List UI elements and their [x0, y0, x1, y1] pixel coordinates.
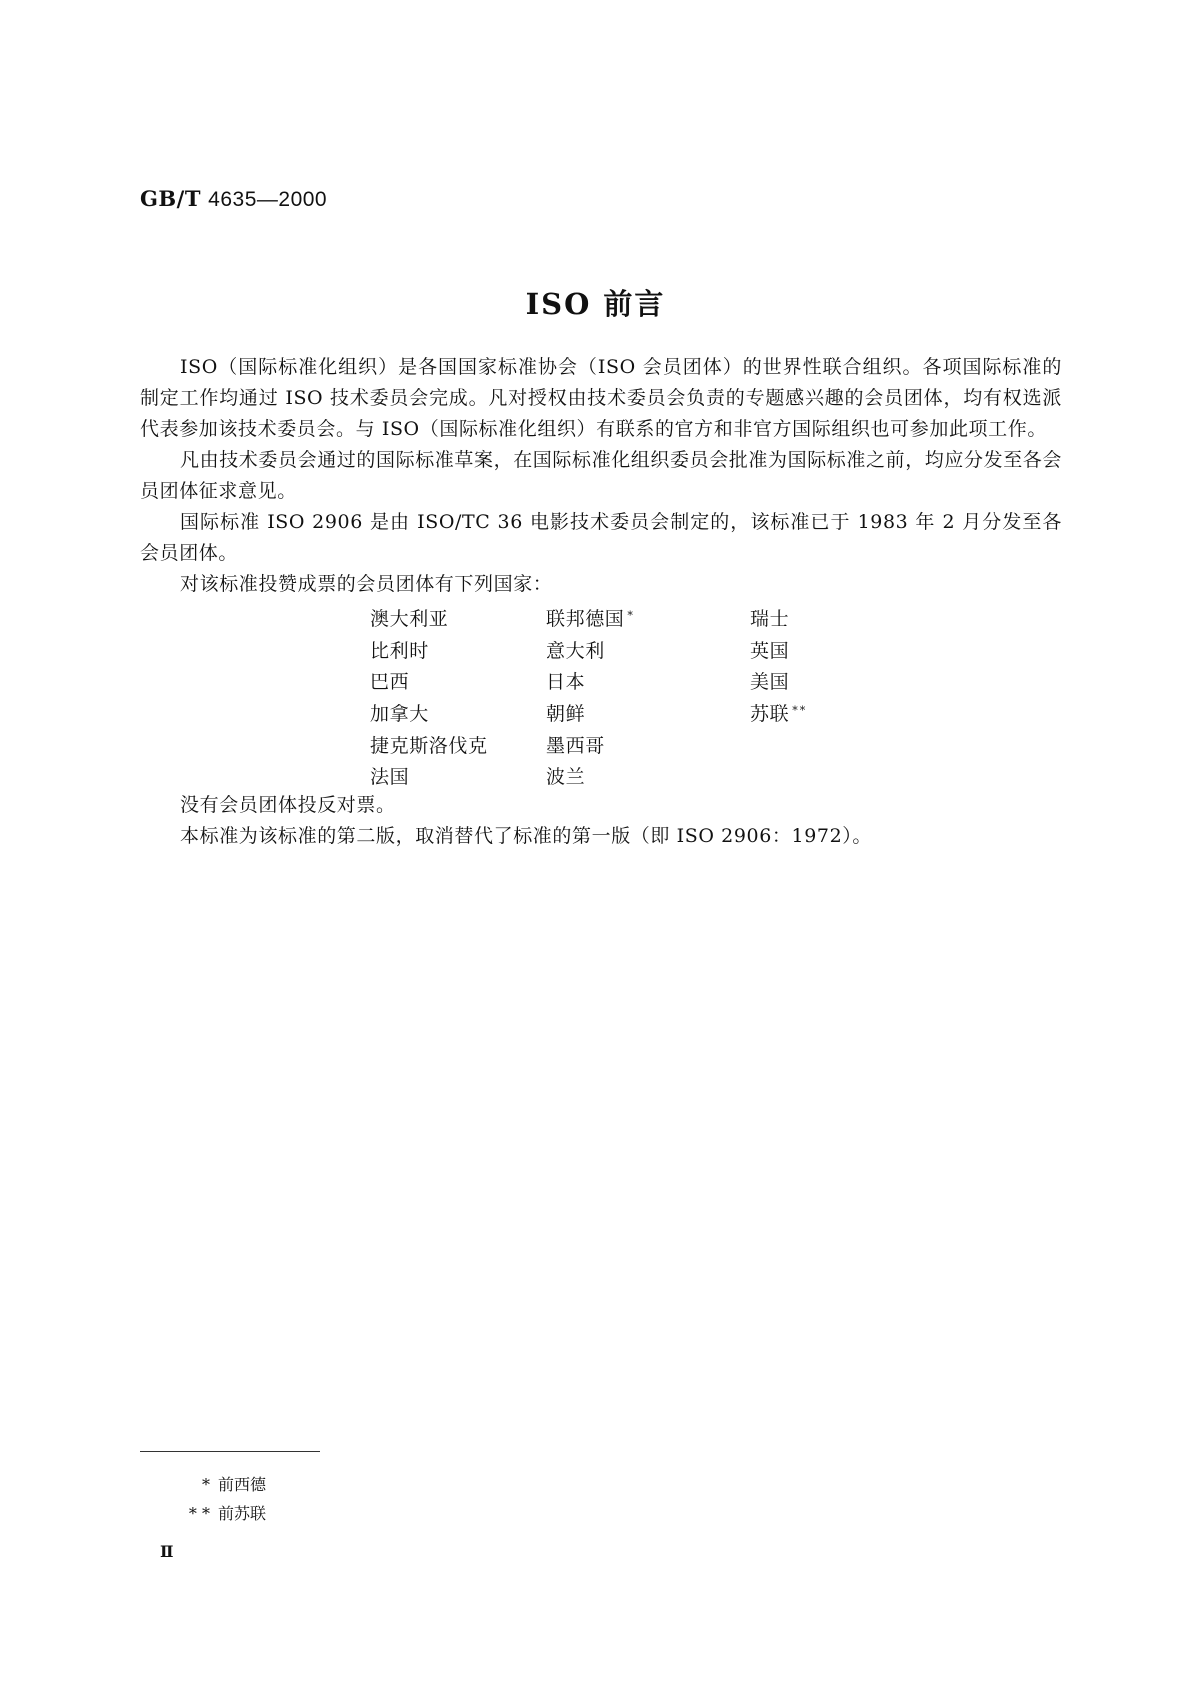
- country-name: 捷克斯洛伐克: [370, 734, 488, 757]
- country-item: [370, 632, 546, 664]
- country-name: 波兰: [546, 766, 586, 789]
- country-item: [546, 663, 750, 695]
- footnote-rule: [140, 1451, 320, 1452]
- footnote-text: 前西德: [218, 1475, 267, 1494]
- country-item: [370, 600, 546, 632]
- paragraph-edition-note: 本标准为该标准的第二版，取消替代了标准的第一版（即 ISO 2906：1972）。: [180, 825, 872, 848]
- country-item-empty: [750, 727, 900, 759]
- country-item-empty: [750, 758, 900, 790]
- paragraph-no-opposition: 没有会员团体投反对票。: [180, 794, 396, 817]
- footnote-soviet-union: [140, 1499, 267, 1528]
- paragraph-draft-circulation: 凡由技术委员会通过的国际标准草案，在国际标准化组织委员会批准为国际标准之前，均应分发至各会员团体征求意见。: [140, 449, 1063, 502]
- country-item: [546, 758, 750, 790]
- country-name: 意大利: [546, 639, 605, 662]
- country-name: 朝鲜: [546, 703, 586, 726]
- page-title: ISO 前言: [525, 287, 666, 321]
- country-name: 墨西哥: [546, 734, 605, 757]
- country-item: [370, 663, 546, 695]
- country-item: [546, 727, 750, 759]
- footnote-mark: **: [792, 704, 808, 718]
- country-item: [750, 600, 900, 632]
- country-item: [370, 695, 546, 727]
- country-name: 联邦德国: [546, 608, 625, 630]
- footnote-mark: *: [627, 609, 635, 622]
- country-name: 法国: [370, 766, 410, 789]
- country-item: [370, 727, 546, 759]
- country-name: 澳大利亚: [370, 608, 449, 630]
- country-name: 瑞士: [750, 608, 790, 630]
- paragraph-iso-intro: ISO（国际标准化组织）是各国国家标准协会（ISO 会员团体）的世界性联合组织。各项国际标准的制定工作均通过 ISO 技术委员会完成。凡对授权由技术委员会负责的专题感兴趣的会员团体，均有权选派代表参加该技术委员会。与 ISO（国际标准化组织）有联系的官方和非官方国际组织也可参加此项工作。: [140, 356, 1062, 440]
- country-item: [750, 663, 900, 695]
- paragraph-approving-members: 对该标准投赞成票的会员团体有下列国家：: [180, 573, 553, 595]
- country-item: [546, 632, 750, 664]
- country-name: 比利时: [370, 639, 429, 662]
- standard-code-prefix: GB/T: [140, 186, 201, 211]
- country-name: 日本: [546, 671, 586, 694]
- country-item: [546, 695, 750, 727]
- country-name: 苏联: [750, 703, 790, 726]
- standard-code: [140, 186, 327, 212]
- country-name: 美国: [750, 671, 790, 694]
- footnotes: [140, 1470, 267, 1528]
- paragraph-iso-2906: 国际标准 ISO 2906 是由 ISO/TC 36 电影技术委员会制定的，该标准已于 1983 年 2 月分发至各会员团体。: [140, 511, 1062, 564]
- footnote-west-germany: [140, 1470, 267, 1499]
- country-name: 加拿大: [370, 703, 429, 726]
- country-name: 英国: [750, 639, 790, 662]
- country-item: [546, 600, 750, 632]
- country-item: [370, 758, 546, 790]
- country-item: [750, 695, 900, 727]
- footnote-text: 前苏联: [218, 1504, 267, 1523]
- country-item: [750, 632, 900, 664]
- country-list: [370, 600, 910, 790]
- body-text: [140, 352, 1062, 852]
- page-number: Ⅱ: [160, 1542, 174, 1561]
- footnote-marker: *: [202, 1475, 210, 1494]
- standard-code-number: 4635—2000: [208, 188, 328, 211]
- footnote-marker: * *: [188, 1504, 210, 1523]
- country-name: 巴西: [370, 671, 410, 694]
